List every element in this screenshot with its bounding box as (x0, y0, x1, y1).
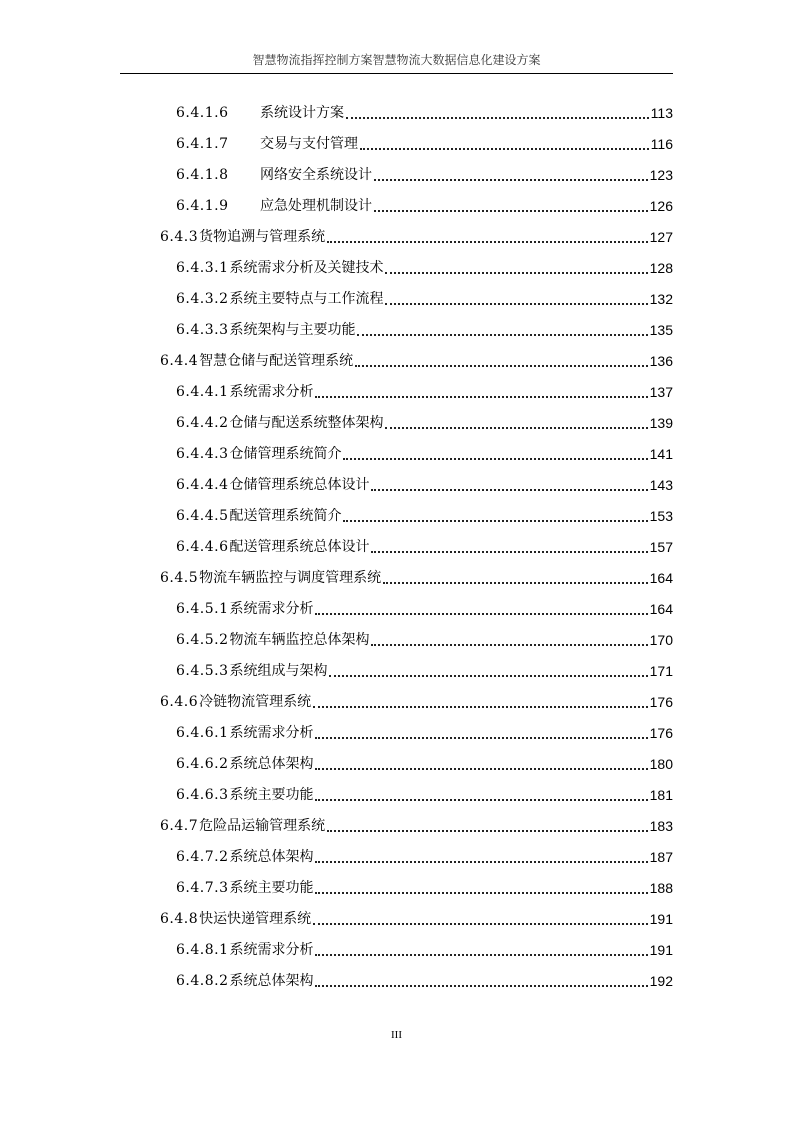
toc-entry-page: 141 (649, 445, 673, 462)
toc-entry-number: 6.4.4 (160, 352, 199, 369)
toc-entry-title: 物流车辆监控与调度管理系统 (199, 569, 382, 586)
toc-entry-page: 176 (649, 724, 673, 741)
toc-entry-title: 危险品运输管理系统 (199, 817, 326, 834)
toc-entry[interactable] (0, 407, 793, 438)
toc-entry[interactable] (0, 965, 793, 996)
toc-entry-title: 系统主要功能 (229, 879, 314, 896)
toc-entry-page: 187 (649, 848, 673, 865)
toc-entry-title: 系统总体架构 (229, 755, 314, 772)
toc-dot-leader (327, 241, 648, 243)
toc-dot-leader (374, 179, 648, 181)
toc-entry-page: 180 (649, 755, 673, 772)
toc-entry[interactable] (0, 283, 793, 314)
toc-entry[interactable] (0, 717, 793, 748)
toc-entry[interactable] (0, 159, 793, 190)
toc-entry-title: 仓储与配送系统整体架构 (229, 414, 384, 431)
toc-dot-leader (385, 272, 647, 274)
toc-entry-page: 171 (649, 662, 673, 679)
toc-entry-title: 冷链物流管理系统 (199, 693, 312, 710)
toc-entry[interactable] (0, 190, 793, 221)
toc-entry-number: 6.4.3.1 (176, 259, 229, 276)
toc-entry-page: 136 (649, 352, 673, 369)
toc-entry-page: 170 (649, 631, 673, 648)
toc-entry-title: 系统总体架构 (229, 972, 314, 989)
toc-entry-title: 应急处理机制设计 (260, 197, 372, 214)
toc-dot-leader (315, 768, 647, 770)
toc-entry[interactable] (0, 779, 793, 810)
toc-entry-number: 6.4.5.2 (176, 631, 229, 648)
toc-entry-page: 127 (649, 228, 673, 245)
toc-entry-number: 6.4.3.3 (176, 321, 229, 338)
toc-entry-page: 116 (650, 135, 673, 152)
toc-entry-number: 6.4.3.2 (176, 290, 229, 307)
toc-dot-leader (385, 427, 647, 429)
toc-entry-number: 6.4.7.2 (176, 848, 229, 865)
toc-entry-number: 6.4.4.5 (176, 507, 229, 524)
toc-entry-number: 6.4.6.1 (176, 724, 229, 741)
toc-entry-title: 系统架构与主要功能 (229, 321, 356, 338)
toc-dot-leader (357, 334, 647, 336)
toc-entry[interactable] (0, 562, 793, 593)
toc-entry[interactable] (0, 128, 793, 159)
toc-entry[interactable] (0, 376, 793, 407)
toc-dot-leader (315, 892, 647, 894)
toc-dot-leader (371, 489, 647, 491)
toc-entry[interactable] (0, 97, 793, 128)
toc-dot-leader (371, 644, 647, 646)
toc-entry-number: 6.4.8.1 (176, 941, 229, 958)
toc-entry-title: 系统需求分析及关键技术 (229, 259, 384, 276)
toc-entry-number: 6.4.7.3 (176, 879, 229, 896)
toc-dot-leader (371, 551, 647, 553)
toc-entry[interactable] (0, 903, 793, 934)
toc-entry-title: 智慧仓储与配送管理系统 (199, 352, 354, 369)
toc-entry[interactable] (0, 469, 793, 500)
toc-entry-title: 交易与支付管理 (260, 135, 358, 152)
toc-entry-page: 181 (649, 786, 673, 803)
toc-entry-number: 6.4.8.2 (176, 972, 229, 989)
toc-entry[interactable] (0, 593, 793, 624)
toc-entry-page: 191 (649, 941, 673, 958)
toc-dot-leader (360, 148, 649, 150)
toc-entry-page: 123 (649, 166, 673, 183)
toc-entry-title: 网络安全系统设计 (260, 166, 372, 183)
toc-entry-page: 153 (649, 507, 673, 524)
toc-dot-leader (313, 706, 648, 708)
toc-entry[interactable] (0, 934, 793, 965)
toc-entry-title: 系统总体架构 (229, 848, 314, 865)
toc-entry[interactable] (0, 345, 793, 376)
toc-entry-number: 6.4.3 (160, 228, 199, 245)
toc-entry-number: 6.4.1.8 (176, 166, 229, 183)
toc-dot-leader (315, 954, 647, 956)
toc-entry-number: 6.4.5 (160, 569, 199, 586)
toc-entry-title: 系统需求分析 (229, 383, 314, 400)
toc-entry-page: 128 (649, 259, 673, 276)
toc-entry-page: 157 (649, 538, 673, 555)
toc-entry-page: 113 (650, 104, 673, 121)
toc-entry[interactable] (0, 748, 793, 779)
toc-entry-number: 6.4.5.1 (176, 600, 229, 617)
toc-dot-leader (343, 458, 647, 460)
toc-entry[interactable] (0, 841, 793, 872)
toc-entry-number: 6.4.5.3 (176, 662, 229, 679)
toc-entry[interactable] (0, 872, 793, 903)
toc-dot-leader (315, 396, 647, 398)
toc-entry-number: 6.4.4.2 (176, 414, 229, 431)
toc-entry-title: 仓储管理系统总体设计 (229, 476, 370, 493)
toc-entry-page: 192 (649, 972, 673, 989)
toc-entry-title: 配送管理系统总体设计 (229, 538, 370, 555)
toc-entry-page: 135 (649, 321, 673, 338)
toc-entry-title: 系统需求分析 (229, 600, 314, 617)
page-number: III (391, 1029, 402, 1041)
toc-entry-number: 6.4.6 (160, 693, 199, 710)
toc-entry-title: 系统主要特点与工作流程 (229, 290, 384, 307)
toc-entry-number: 6.4.4.6 (176, 538, 229, 555)
toc-dot-leader (343, 520, 647, 522)
toc-entry-number: 6.4.1.9 (176, 197, 229, 214)
toc-entry-title: 仓储管理系统简介 (229, 445, 342, 462)
toc-entry-title: 快运快递管理系统 (199, 910, 312, 927)
toc-entry-number: 6.4.7 (160, 817, 199, 834)
toc-entry-number: 6.4.4.4 (176, 476, 229, 493)
toc-entry-title: 系统需求分析 (229, 941, 314, 958)
toc-entry-number: 6.4.6.3 (176, 786, 229, 803)
toc-entry-title: 系统主要功能 (229, 786, 314, 803)
toc-entry[interactable] (0, 686, 793, 717)
toc-dot-leader (327, 830, 648, 832)
toc-entry-page: 191 (649, 910, 673, 927)
header-divider (120, 73, 673, 74)
toc-entry-number: 6.4.1.7 (176, 135, 229, 152)
toc-entry-number: 6.4.1.6 (176, 104, 229, 121)
toc-entry[interactable] (0, 810, 793, 841)
toc-entry-page: 143 (649, 476, 673, 493)
toc-dot-leader (374, 210, 648, 212)
toc-dot-leader (313, 923, 648, 925)
toc-entry-title: 系统设计方案 (260, 104, 344, 121)
toc-entry-title: 货物追溯与管理系统 (199, 228, 326, 245)
toc-entry-number: 6.4.4.1 (176, 383, 229, 400)
toc-entry-page: 132 (649, 290, 673, 307)
toc-entry-page: 188 (649, 879, 673, 896)
toc-entry-page: 183 (649, 817, 673, 834)
toc-dot-leader (315, 613, 647, 615)
toc-entry-page: 176 (649, 693, 673, 710)
toc-dot-leader (385, 303, 647, 305)
toc-entry-title: 系统需求分析 (229, 724, 314, 741)
toc-entry[interactable] (0, 221, 793, 252)
toc-dot-leader (315, 985, 647, 987)
toc-entry[interactable] (0, 438, 793, 469)
toc-dot-leader (383, 582, 648, 584)
toc-entry-title: 系统组成与架构 (229, 662, 328, 679)
toc-dot-leader (355, 365, 648, 367)
running-header: 智慧物流指挥控制方案智慧物流大数据信息化建设方案 (252, 53, 541, 67)
toc-entry-title: 物流车辆监控总体架构 (229, 631, 370, 648)
toc-dot-leader (346, 117, 649, 119)
toc-entry-page: 164 (649, 600, 673, 617)
toc-entry[interactable] (0, 252, 793, 283)
toc-entry[interactable] (0, 531, 793, 562)
toc-entry[interactable] (0, 655, 793, 686)
toc-dot-leader (315, 861, 647, 863)
toc-entry-page: 164 (649, 569, 673, 586)
toc-entry-page: 139 (649, 414, 673, 431)
toc-dot-leader (329, 675, 647, 677)
toc-entry-number: 6.4.6.2 (176, 755, 229, 772)
toc-entry-number: 6.4.4.3 (176, 445, 229, 462)
toc-entry[interactable] (0, 624, 793, 655)
toc-dot-leader (315, 799, 647, 801)
toc-entry-title: 配送管理系统简介 (229, 507, 342, 524)
toc-entry[interactable] (0, 500, 793, 531)
toc-dot-leader (315, 737, 647, 739)
toc-entry-number: 6.4.8 (160, 910, 199, 927)
toc-entry-page: 126 (649, 197, 673, 214)
toc-entry[interactable] (0, 314, 793, 345)
toc-entry-page: 137 (649, 383, 673, 400)
